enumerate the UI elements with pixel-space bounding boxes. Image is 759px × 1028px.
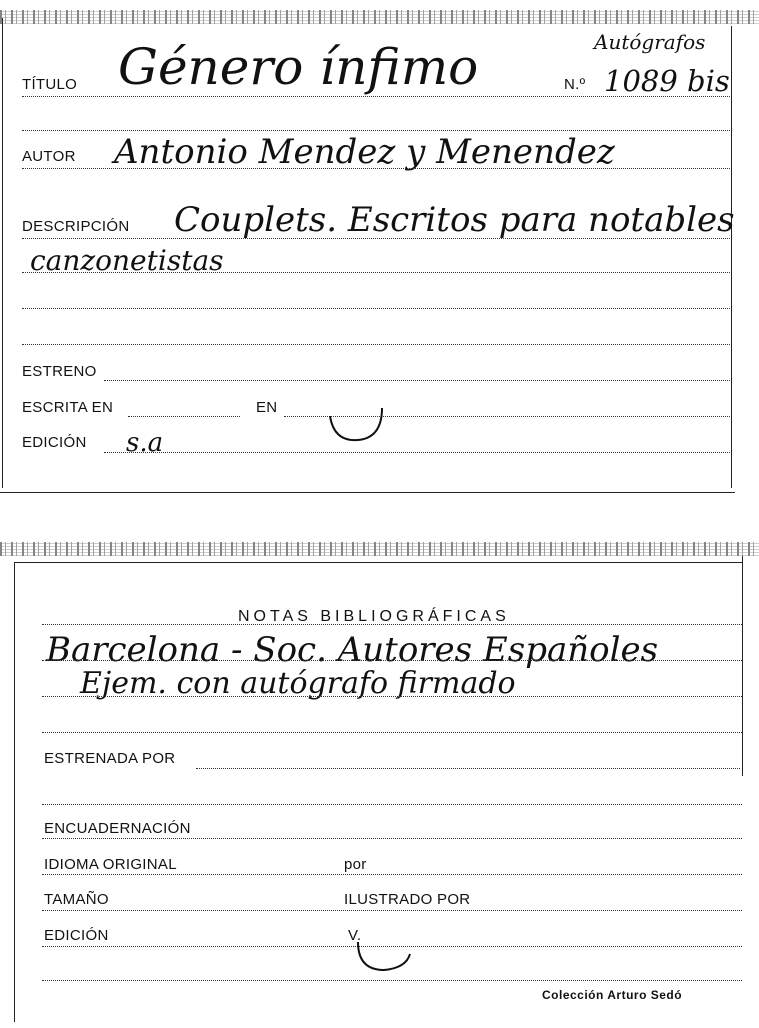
titulo-line xyxy=(22,96,730,97)
descripcion-line-4 xyxy=(22,344,730,345)
numero-label: N.º xyxy=(564,76,586,93)
autor-label: AUTOR xyxy=(22,148,76,165)
notas-line-3 xyxy=(42,732,742,733)
edicion-value: s.a xyxy=(126,428,164,458)
descripcion-value-1: Couplets. Escritos para notables xyxy=(174,200,735,240)
edicion-line xyxy=(104,452,730,453)
catalog-card-bottom xyxy=(0,538,759,1028)
estreno-line xyxy=(104,380,730,381)
escrita-en-label: ESCRITA EN xyxy=(22,399,114,416)
punch-hole-mark xyxy=(324,398,388,446)
card-bottom-top-edge xyxy=(0,542,759,556)
encuadernacion-label: ENCUADERNACIÓN xyxy=(44,820,191,837)
notes-line-2: Ejem. con autógrafo firmado xyxy=(80,666,516,701)
notas-line-1 xyxy=(42,660,742,661)
en-label: EN xyxy=(256,399,278,416)
notas-heading: NOTAS BIBLIOGRÁFICAS xyxy=(238,608,510,625)
descripcion-line-2 xyxy=(22,272,730,273)
ilustrado-label: ILUSTRADO POR xyxy=(344,891,471,908)
titulo-label: TÍTULO xyxy=(22,76,78,93)
category-handwritten: Autógrafos xyxy=(594,30,706,54)
card2-right-border xyxy=(742,556,743,776)
descripcion-line-1 xyxy=(22,238,730,239)
notes-line-1: Barcelona - Soc. Autores Españoles xyxy=(46,630,659,670)
edicion-label: EDICIÓN xyxy=(22,434,87,451)
por-label: por xyxy=(344,856,367,873)
blank-line xyxy=(42,804,742,805)
descripcion-line-3 xyxy=(22,308,730,309)
notas-line-2 xyxy=(42,696,742,697)
rule-line xyxy=(22,130,730,131)
numero-value: 1089 bis xyxy=(604,64,730,98)
v-label: V. xyxy=(348,927,362,944)
idioma-label: IDIOMA ORIGINAL xyxy=(44,856,177,873)
tamano-line xyxy=(42,910,742,911)
descripcion-value-2: canzonetistas xyxy=(30,244,224,277)
estrenada-por-line xyxy=(196,768,740,769)
card-left-border xyxy=(2,18,3,488)
idioma-line xyxy=(42,874,742,875)
card2-top-border xyxy=(14,562,743,563)
card-bottom-border xyxy=(0,492,735,493)
punch-hole-mark-2 xyxy=(350,936,420,976)
card2-left-border xyxy=(14,562,15,1022)
descripcion-label: DESCRIPCIÓN xyxy=(22,218,130,235)
encuadernacion-line xyxy=(42,838,742,839)
collection-footer: Colección Arturo Sedó xyxy=(542,988,683,1002)
tamano-label: TAMAÑO xyxy=(44,891,109,908)
edicion-label-2: EDICIÓN xyxy=(44,927,109,944)
card-top-edge xyxy=(0,10,759,24)
last-line xyxy=(42,980,742,981)
titulo-value: Género ínfimo xyxy=(118,38,479,96)
card-right-border xyxy=(731,26,732,488)
notas-line-0 xyxy=(42,624,742,625)
escrita-en-line xyxy=(128,416,240,417)
autor-value: Antonio Mendez y Menendez xyxy=(114,132,615,172)
autor-line xyxy=(22,168,730,169)
estreno-label: ESTRENO xyxy=(22,363,97,380)
estrenada-por-label: ESTRENADA POR xyxy=(44,750,176,767)
catalog-card-top xyxy=(0,0,759,495)
